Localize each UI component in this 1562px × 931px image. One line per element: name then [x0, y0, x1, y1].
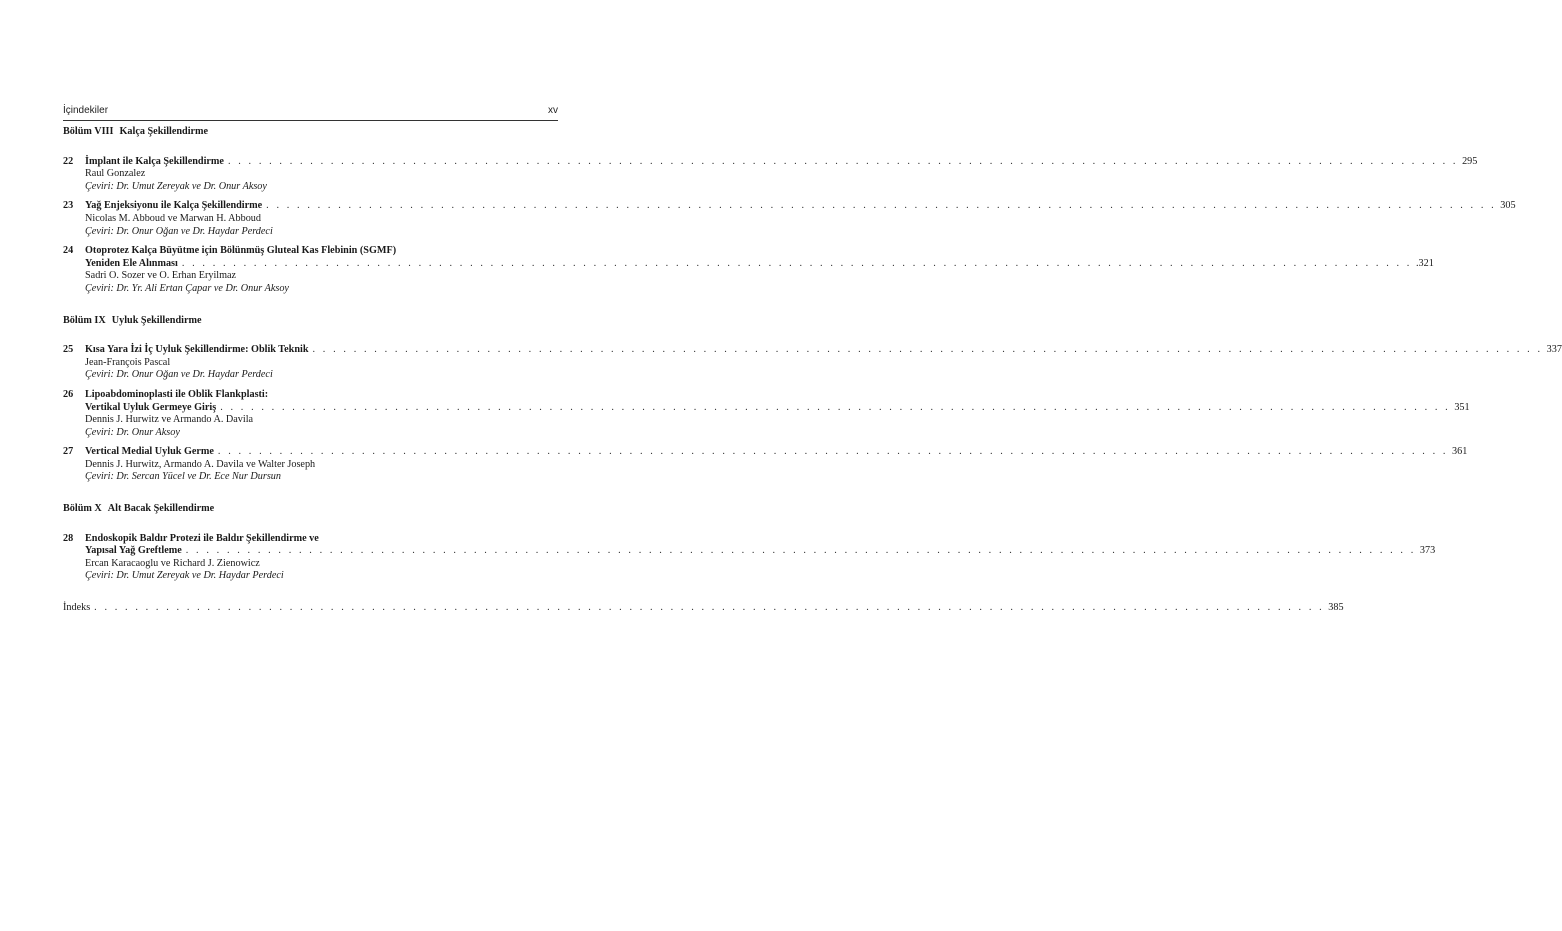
- chapter-translators: Çeviri: Dr. Umut Zereyak ve Dr. Onur Aksoy: [85, 180, 267, 192]
- chapter-title: [85, 545, 1436, 558]
- toc-entry[interactable]: [63, 155, 1478, 194]
- chapter-title-line: Otoprotez Kalça Büyütme için Bölünmüş Gluteal Kas Flebinin (SGMF): [85, 245, 397, 257]
- chapter-number: 22: [63, 155, 74, 167]
- chapter-title-text: Kısa Yara İzi İç Uyluk Şekillendirme: Oblik Teknik: [85, 344, 309, 356]
- chapter-body: [85, 388, 1470, 439]
- chapter-authors: Dennis J. Hurwitz, Armando A. Davila ve Walter Joseph: [85, 458, 316, 470]
- index-page-number: 385: [1328, 602, 1344, 614]
- spacer: [63, 590, 558, 602]
- toc-entry[interactable]: [63, 245, 1434, 295]
- part-name: Kalça Şekillendirme: [119, 126, 209, 137]
- chapter-page-number: 305: [1500, 200, 1516, 212]
- dot-leader: . . . . . . . . . . . . . . . . . . . . . . . . . . . . . . . . . . . . . . . . . . . . . . . . . . . . . . . . . . . . . . . . . . . . . . . . . . . . . . . . . . . . . . . . . . . . . . . . . . . . . . . . . . . . . . . . . . . . . . . .: [217, 446, 1449, 458]
- chapter-title-text: İmplant ile Kalça Şekillendirme: [85, 155, 224, 167]
- header-page-number: xv: [548, 105, 558, 116]
- part-title: [63, 503, 558, 516]
- chapter-title: [85, 257, 1434, 271]
- chapter-page-number: 295: [1462, 155, 1478, 167]
- chapter-title: [85, 446, 1468, 459]
- part-label: Bölüm IX: [63, 314, 106, 326]
- chapter-authors: Raul Gonzalez: [85, 168, 146, 180]
- chapter-body: [85, 155, 1478, 194]
- chapter-translators: Çeviri: Dr. Yr. Ali Ertan Çapar ve Dr. Onur Aksoy: [85, 282, 289, 294]
- chapter-title-text: Vertikal Uyluk Germeye Giriş: [85, 401, 217, 413]
- dot-leader: . . . . . . . . . . . . . . . . . . . . . . . . . . . . . . . . . . . . . . . . . . . . . . . . . . . . . . . . . . . . . . . . . . . . . . . . . . . . . . . . . . . . . . . . . . . . . . . . . . . . . . . . . . . . . . . . . . . . . . . .: [266, 200, 1497, 212]
- chapter-title: [85, 401, 1470, 415]
- spacer: [63, 327, 558, 344]
- chapter-body: [85, 532, 1436, 583]
- chapter-body: [85, 200, 1516, 238]
- chapter-number: 23: [63, 200, 74, 212]
- index-entry[interactable]: [63, 602, 1344, 615]
- toc-entry[interactable]: [63, 532, 1436, 583]
- chapter-page-number: 337: [1546, 344, 1562, 356]
- chapter-body: [85, 344, 1562, 382]
- toc-entry[interactable]: [63, 200, 1516, 238]
- toc-entry[interactable]: [63, 388, 1470, 439]
- chapter-title: [85, 155, 1478, 169]
- chapter-translators: Çeviri: Dr. Onur Aksoy: [85, 426, 180, 438]
- chapter-title: [85, 200, 1516, 213]
- part-name: Uyluk Şekillendirme: [111, 314, 202, 326]
- dot-leader: . . . . . . . . . . . . . . . . . . . . . . . . . . . . . . . . . . . . . . . . . . . . . . . . . . . . . . . . . . . . . . . . . . . . . . . . . . . . . . . . . . . . . . . . . . . . . . . . . . . . . . . . . . . . . . . . . . . . . . . .: [94, 602, 1325, 614]
- part-label: Bölüm X: [63, 503, 102, 515]
- chapter-translators: Çeviri: Dr. Onur Oğan ve Dr. Haydar Perdeci: [85, 225, 273, 237]
- chapter-number: 27: [63, 446, 74, 458]
- table-of-contents: [63, 126, 1562, 615]
- chapter-translators: Çeviri: Dr. Umut Zereyak ve Dr. Haydar Perdeci: [85, 570, 284, 582]
- part-title: [63, 126, 558, 139]
- chapter-authors: Sadri O. Sozer ve O. Erhan Eryilmaz: [85, 270, 237, 282]
- chapter-body: [85, 245, 1434, 295]
- chapter-authors: Ercan Karacaoglu ve Richard J. Zienowicz: [85, 557, 260, 569]
- toc-entry[interactable]: [63, 446, 1468, 484]
- dot-leader: . . . . . . . . . . . . . . . . . . . . . . . . . . . . . . . . . . . . . . . . . . . . . . . . . . . . . . . . . . . . . . . . . . . . . . . . . . . . . . . . . . . . . . . . . . . . . . . . . . . . . . . . . . . . . . . . . . . . . . . .: [181, 257, 1412, 269]
- chapter-page-number: 373: [1419, 545, 1436, 557]
- chapter-authors: Nicolas M. Abboud ve Marwan H. Abboud: [85, 212, 261, 224]
- chapter-title-text: Vertical Medial Uyluk Germe: [85, 446, 214, 458]
- chapter-authors: Dennis J. Hurwitz ve Armando A. Davila: [85, 414, 254, 426]
- spacer: [63, 491, 558, 503]
- dot-leader: . . . . . . . . . . . . . . . . . . . . . . . . . . . . . . . . . . . . . . . . . . . . . . . . . . . . . . . . . . . . . . . . . . . . . . . . . . . . . . . . . . . . . . . . . . . . . . . . . . . . . . . . . . . . . . . . . . . . . . . .: [220, 401, 1451, 413]
- spacer: [63, 303, 558, 315]
- index-label: İndeks: [63, 602, 91, 614]
- chapter-title-line: Lipoabdominoplasti ile Oblik Flankplasti:: [85, 388, 269, 400]
- chapter-title-text: Yağ Enjeksiyonu ile Kalça Şekillendirme: [85, 200, 263, 212]
- chapter-title: [85, 344, 1562, 357]
- chapter-title-line: Endoskopik Baldır Protezi ile Baldır Şekillendirme ve: [85, 532, 319, 544]
- chapter-number: 28: [63, 532, 74, 544]
- chapter-body: [85, 446, 1468, 484]
- part-label: Bölüm VIII: [63, 126, 114, 137]
- part-name: Alt Bacak Şekillendirme: [107, 503, 215, 515]
- header-rule: [63, 120, 558, 121]
- chapter-translators: Çeviri: Dr. Onur Oğan ve Dr. Haydar Perdeci: [85, 369, 273, 381]
- chapter-title-text: Yeniden Ele Alınması: [85, 257, 178, 269]
- header-title: İçindekiler: [63, 105, 109, 116]
- chapter-number: 26: [63, 388, 74, 400]
- chapter-page-number: 361: [1452, 446, 1468, 458]
- chapter-number: 25: [63, 344, 74, 356]
- chapter-page-number: .321: [1415, 257, 1434, 269]
- chapter-number: 24: [63, 245, 74, 257]
- running-header: [63, 105, 558, 116]
- spacer: [63, 139, 558, 156]
- spacer: [63, 516, 558, 533]
- part-title: [63, 315, 558, 328]
- dot-leader: . . . . . . . . . . . . . . . . . . . . . . . . . . . . . . . . . . . . . . . . . . . . . . . . . . . . . . . . . . . . . . . . . . . . . . . . . . . . . . . . . . . . . . . . . . . . . . . . . . . . . . . . . . . . . . . . . . . . . . . .: [185, 545, 1416, 557]
- dot-leader: . . . . . . . . . . . . . . . . . . . . . . . . . . . . . . . . . . . . . . . . . . . . . . . . . . . . . . . . . . . . . . . . . . . . . . . . . . . . . . . . . . . . . . . . . . . . . . . . . . . . . . . . . . . . . . . . . . . . . . . .: [312, 344, 1543, 356]
- dot-leader: . . . . . . . . . . . . . . . . . . . . . . . . . . . . . . . . . . . . . . . . . . . . . . . . . . . . . . . . . . . . . . . . . . . . . . . . . . . . . . . . . . . . . . . . . . . . . . . . . . . . . . . . . . . . . . . . . . . . . . . .: [227, 155, 1459, 167]
- chapter-authors: Jean-François Pascal: [85, 356, 171, 368]
- chapter-title-text: Yapısal Yağ Greftleme: [85, 545, 182, 557]
- chapter-page-number: 351: [1454, 401, 1470, 413]
- chapter-translators: Çeviri: Dr. Sercan Yücel ve Dr. Ece Nur Dursun: [85, 471, 281, 483]
- toc-entry[interactable]: [63, 344, 1562, 382]
